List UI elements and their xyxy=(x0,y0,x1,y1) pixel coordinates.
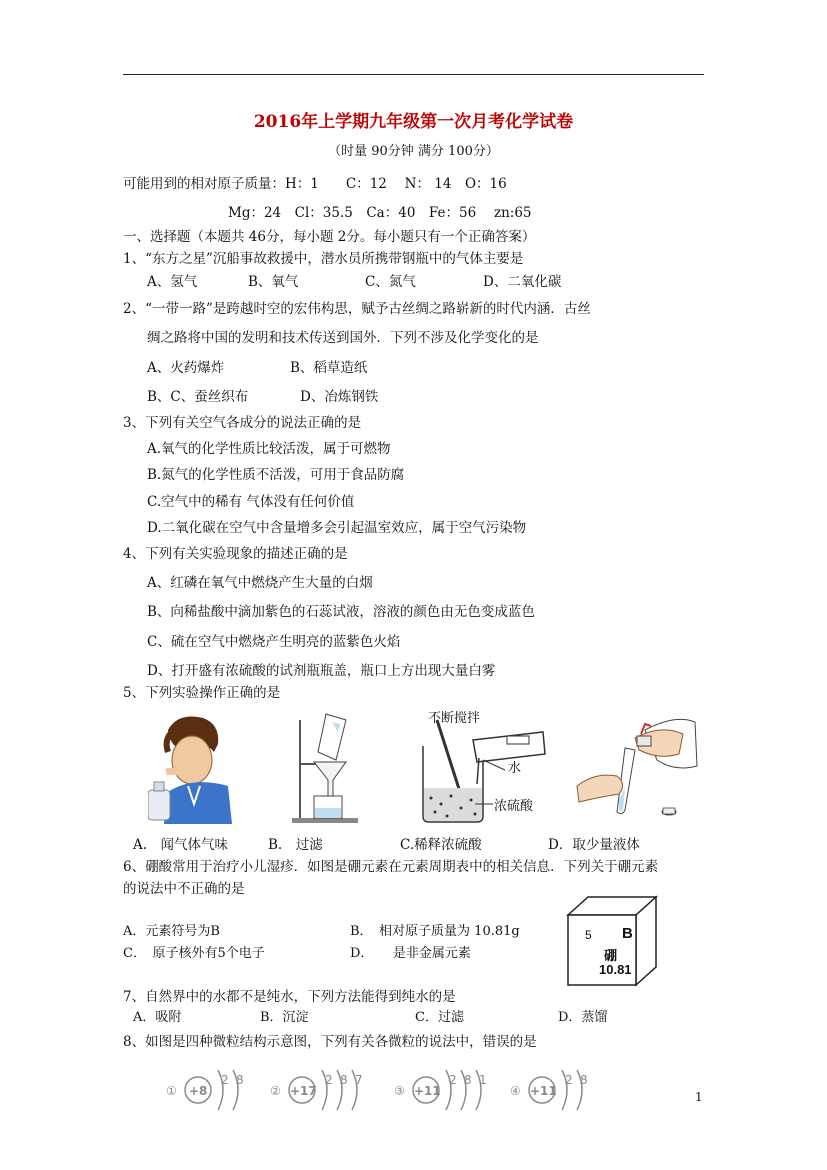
section-heading: 一、选择题（本题共 46分，每小题 2分。每小题只有一个正确答案） xyxy=(123,229,536,245)
q6-option-b: B． 相对原子质量为 10.81g xyxy=(350,924,520,939)
acid-label: 浓硫酸 xyxy=(494,799,534,814)
smell-gas-illustration xyxy=(148,712,234,824)
element-mass: 10.81 xyxy=(599,962,632,977)
q6-option-a: A．元素符号为B xyxy=(123,924,220,939)
q4-stem: 4、下列有关实验现象的描述正确的是 xyxy=(123,546,348,562)
q4-option-d: D、打开盛有浓硫酸的试剂瓶瓶盖，瓶口上方出现大量白雾 xyxy=(147,663,496,679)
q4-option-c: C、硫在空气中燃烧产生明亮的蓝紫色火焰 xyxy=(147,634,401,650)
q7-option-d: D．蒸馏 xyxy=(558,1010,608,1025)
q2-option-a: A、火药爆炸 xyxy=(147,360,225,376)
q3-option-d: D.二氧化碳在空气中含量增多会引起温室效应，属于空气污染物 xyxy=(147,520,527,536)
q1-option-d: D、二氧化碳 xyxy=(483,274,562,290)
q4-option-b: B、向稀盐酸中滴加紫色的石蕊试液，溶液的颜色由无色变成蓝色 xyxy=(147,604,535,620)
element-number: 5 xyxy=(585,928,592,942)
filtration-illustration xyxy=(288,712,363,824)
q5-option-c: C.稀释浓硫酸 xyxy=(400,837,482,853)
q4-option-a: A、红磷在氧气中燃烧产生大量的白烟 xyxy=(147,575,373,591)
element-symbol: B xyxy=(622,925,633,942)
atomic-mass-line-2: Mg：24 Cl：35.5 Ca：40 Fe：56 zn:65 xyxy=(228,205,532,221)
shell-electron-count: 7 xyxy=(355,1073,363,1087)
pour-liquid-illustration xyxy=(575,710,700,822)
element-name: 硼 xyxy=(604,949,618,964)
particle-label: ① xyxy=(166,1084,177,1098)
q1-stem: 1、“东方之星”沉船事故救援中，潜水员所携带钢瓶中的气体主要是 xyxy=(123,251,524,267)
nucleus-charge: +11 xyxy=(530,1084,557,1098)
q7-option-b: B．沉淀 xyxy=(260,1010,309,1025)
q3-option-c: C.空气中的稀有 气体没有任何价值 xyxy=(147,494,355,510)
particle-diagram-2 xyxy=(270,1060,380,1120)
q7-stem: 7、自然界中的水都不是纯水，下列方法能得到纯水的是 xyxy=(123,989,456,1005)
q3-stem: 3、下列有关空气各成分的说法正确的是 xyxy=(123,415,362,431)
particle-label: ② xyxy=(270,1084,281,1098)
exam-title: 2016年上学期九年级第一次月考化学试卷 xyxy=(253,112,574,132)
water-label: 水 xyxy=(508,761,522,776)
page-number: 1 xyxy=(695,1090,703,1104)
q7-option-a: A．吸附 xyxy=(133,1010,182,1025)
q3-option-b: B.氮气的化学性质不活泼，可用于食品防腐 xyxy=(147,467,405,483)
shell-electron-count: 2 xyxy=(325,1073,333,1087)
q5-stem: 5、下列实验操作正确的是 xyxy=(123,685,281,701)
particle-label: ③ xyxy=(394,1084,405,1098)
particle-diagram-1 xyxy=(166,1060,276,1120)
q5-option-b: B. 过滤 xyxy=(268,837,323,853)
shell-electron-count: 8 xyxy=(236,1073,244,1087)
q2-option-b: B、稻草造纸 xyxy=(290,360,368,376)
q1-option-a: A、氢气 xyxy=(147,274,198,290)
q8-stem: 8、如图是四种微粒结构示意图，下列有关各微粒的说法中，错误的是 xyxy=(123,1034,537,1050)
shell-electron-count: 2 xyxy=(221,1073,229,1087)
q1-option-b: B、氧气 xyxy=(248,274,299,290)
q5-option-a: A. 闻气体气味 xyxy=(133,837,229,853)
q2-option-d: D、冶炼钢铁 xyxy=(300,389,379,405)
q6-stem-1: 6、硼酸常用于治疗小儿湿疹．如图是硼元素在元素周期表中的相关信息．下列关于硼元素 xyxy=(123,859,659,875)
header-rule xyxy=(123,74,704,75)
q6-option-c: C． 原子核外有5个电子 xyxy=(123,946,265,961)
nucleus-charge: +17 xyxy=(290,1084,317,1098)
q6-stem-2: 的说法中不正确的是 xyxy=(123,881,245,897)
q1-option-c: C、氮气 xyxy=(365,274,416,290)
q5-option-d: D．取少量液体 xyxy=(548,837,640,853)
shell-electron-count: 8 xyxy=(580,1073,588,1087)
shell-electron-count: 8 xyxy=(464,1073,472,1087)
q2-option-c: B、C、蚕丝织布 xyxy=(147,389,249,405)
shell-electron-count: 2 xyxy=(565,1073,573,1087)
stir-label: 不断搅拌 xyxy=(428,711,481,726)
shell-electron-count: 8 xyxy=(340,1073,348,1087)
q2-stem-1: 2、“一带一路”是跨越时空的宏伟构思，赋予古丝绸之路崭新的时代内涵．古丝 xyxy=(123,301,591,317)
shell-electron-count: 1 xyxy=(479,1073,487,1087)
q7-option-c: C．过滤 xyxy=(415,1010,464,1025)
nucleus-charge: +8 xyxy=(189,1084,208,1098)
nucleus-charge: +11 xyxy=(414,1084,441,1098)
particle-diagram-4 xyxy=(510,1060,620,1120)
particle-label: ④ xyxy=(510,1084,521,1098)
q2-stem-2: 绸之路将中国的发明和技术传送到国外．下列不涉及化学变化的是 xyxy=(147,330,539,346)
exam-subtitle: （时量 90分钟 满分 100分） xyxy=(328,144,499,159)
shell-electron-count: 2 xyxy=(449,1073,457,1087)
particle-diagram-3 xyxy=(394,1060,504,1120)
q6-option-d: D． 是非金属元素 xyxy=(350,946,471,961)
q3-option-a: A.氧气的化学性质比较活泼，属于可燃物 xyxy=(147,441,391,457)
atomic-mass-line-1: 可能用到的相对原子质量：H：1 C：12 N： 14 O：16 xyxy=(123,176,507,192)
